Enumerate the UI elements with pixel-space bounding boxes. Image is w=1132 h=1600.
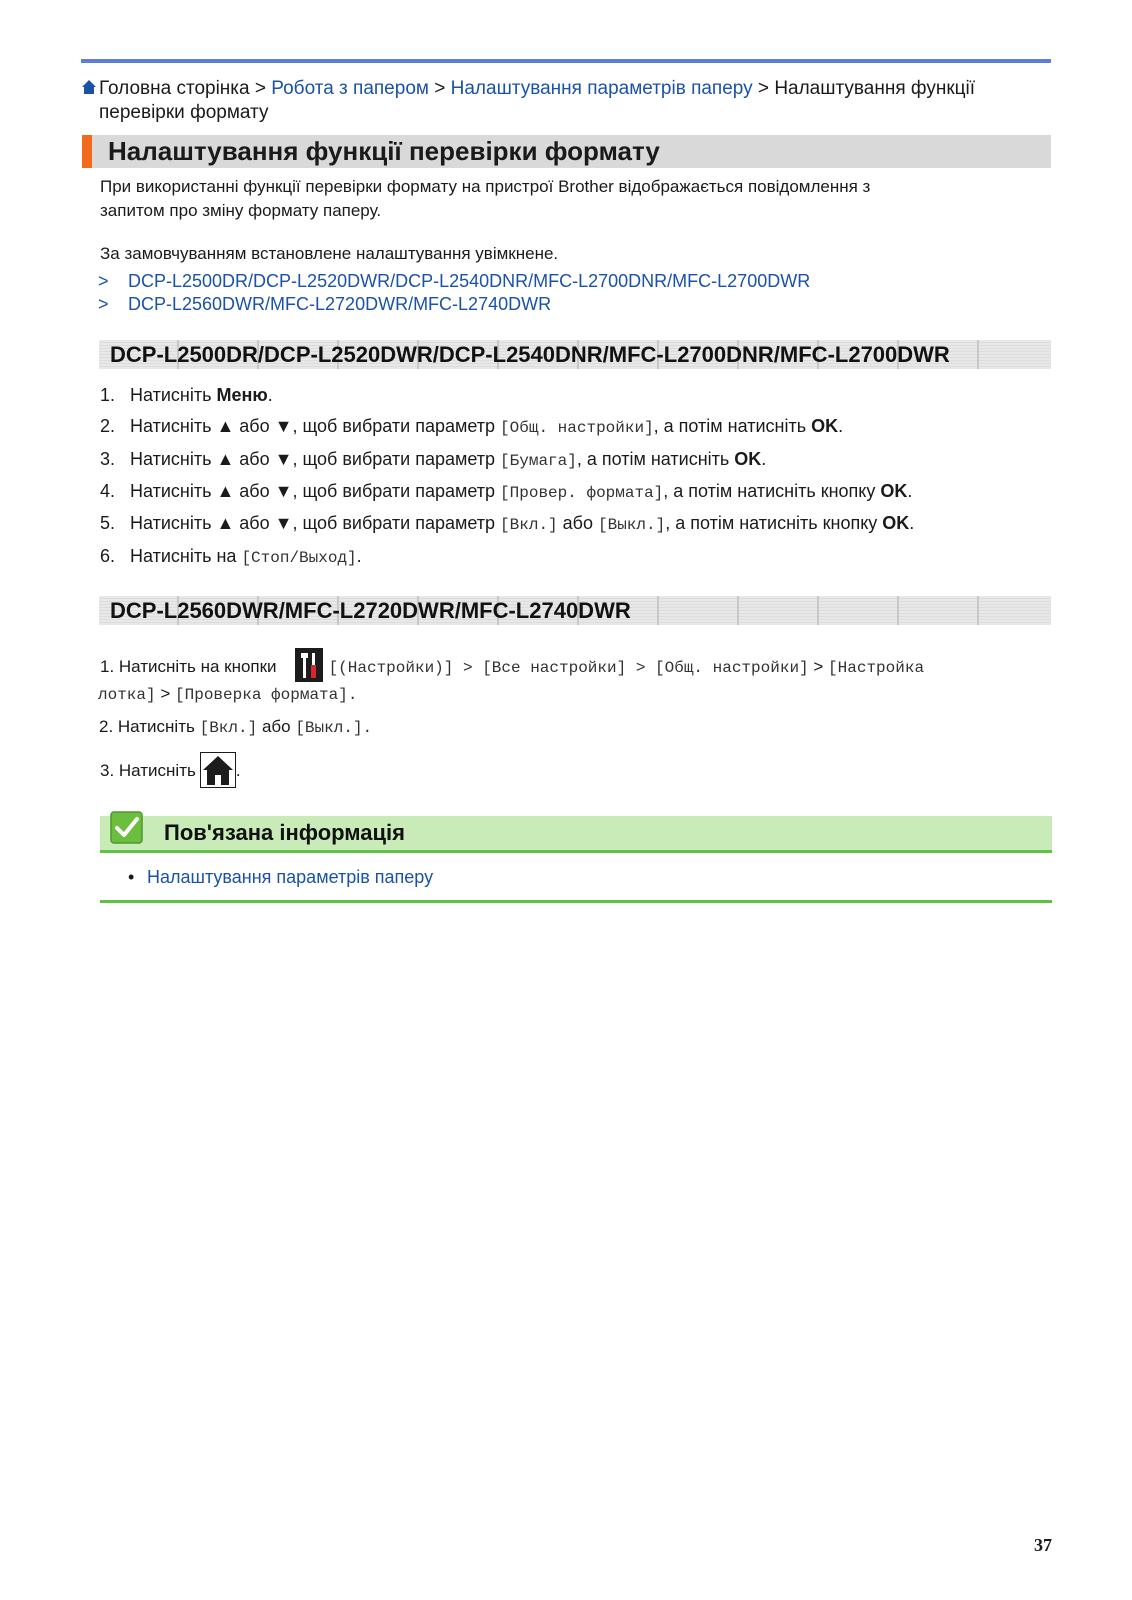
home-icon [81, 79, 97, 95]
section2-step-1: 1. Натисніть на кнопки [(Настройки)] > [Все настройки] > [Общ. настройки] > [Настройка [100, 648, 924, 682]
breadcrumb-paper-settings[interactable]: Налаштування параметрів паперу [450, 78, 753, 99]
settings-icon [295, 648, 323, 682]
default-setting-text: За замовчуванням встановлене налаштування увімкнене. [100, 244, 559, 263]
home-button-icon [200, 752, 236, 788]
section1-step: 5. Натисніть ▲ або ▼, щоб вибрати параметр [Вкл.] або [Выкл.], а потім натисніть кнопку OK. [100, 513, 915, 534]
breadcrumb-paper-handling[interactable]: Робота з папером [271, 78, 429, 99]
breadcrumb-current: Налаштування функції [774, 78, 976, 99]
section1-step: 4. Натисніть ▲ або ▼, щоб вибрати параметр [Провер. формата], а потім натисніть кнопку OK. [100, 481, 913, 502]
section2-step-1-cont: лотка] > [Проверка формата]. [98, 684, 358, 704]
section2-heading-bar [99, 596, 1051, 625]
intro-paragraph: При використанні функції перевірки формату на пристрої Brother відображається повідомлення з запитом про зміну формату паперу. [100, 177, 871, 220]
breadcrumb: Головна сторінка > Робота з папером > Налаштування параметрів паперу > Налаштування функції перевірки формату [81, 77, 1041, 125]
related-info-heading: Пов'язана інформація [164, 820, 406, 845]
page-title: Налаштування функції перевірки формату [108, 136, 660, 166]
section1-heading: DCP-L2500DR/DCP-L2520DWR/DCP-L2540DNR/MFC-L2700DNR/MFC-L2700DWR [110, 342, 950, 367]
section2-step-3: 3. Натисніть . [100, 752, 241, 788]
section1-step: 6. Натисніть на [Стоп/Выход]. [100, 546, 362, 567]
top-rule [81, 59, 1051, 63]
checkmark-icon [110, 811, 143, 844]
section2-step-2: 2. Натисніть [Вкл.] або [Выкл.]. [99, 717, 373, 737]
breadcrumb-current-cont: перевірки формату [99, 102, 269, 123]
related-info-bar [100, 816, 1052, 853]
section1-heading-bar [99, 340, 1051, 369]
related-link-paper-settings[interactable]: Налаштування параметрів паперу [147, 867, 434, 887]
page-number: 37 [1034, 1535, 1052, 1555]
section1-step: 3. Натисніть ▲ або ▼, щоб вибрати параметр [Бумага], а потім натисніть OK. [100, 449, 767, 470]
title-accent [82, 135, 92, 168]
section2-heading: DCP-L2560DWR/MFC-L2720DWR/MFC-L2740DWR [110, 598, 631, 623]
bottom-rule [100, 900, 1052, 903]
jump-link-models-1[interactable]: > DCP-L2500DR/DCP-L2520DWR/DCP-L2540DNR/MFC-L2700DNR/MFC-L2700DWR [98, 271, 811, 291]
related-info-item[interactable]: • Налаштування параметрів паперу [128, 867, 434, 887]
breadcrumb-home[interactable]: Головна сторінка [99, 78, 250, 99]
section1-step: 1. Натисніть Меню. [100, 385, 273, 405]
section1-step: 2. Натисніть ▲ або ▼, щоб вибрати параметр [Общ. настройки], а потім натисніть OK. [100, 416, 844, 437]
title-bar [82, 135, 1051, 168]
jump-link-models-2[interactable]: > DCP-L2560DWR/MFC-L2720DWR/MFC-L2740DWR [98, 294, 552, 314]
